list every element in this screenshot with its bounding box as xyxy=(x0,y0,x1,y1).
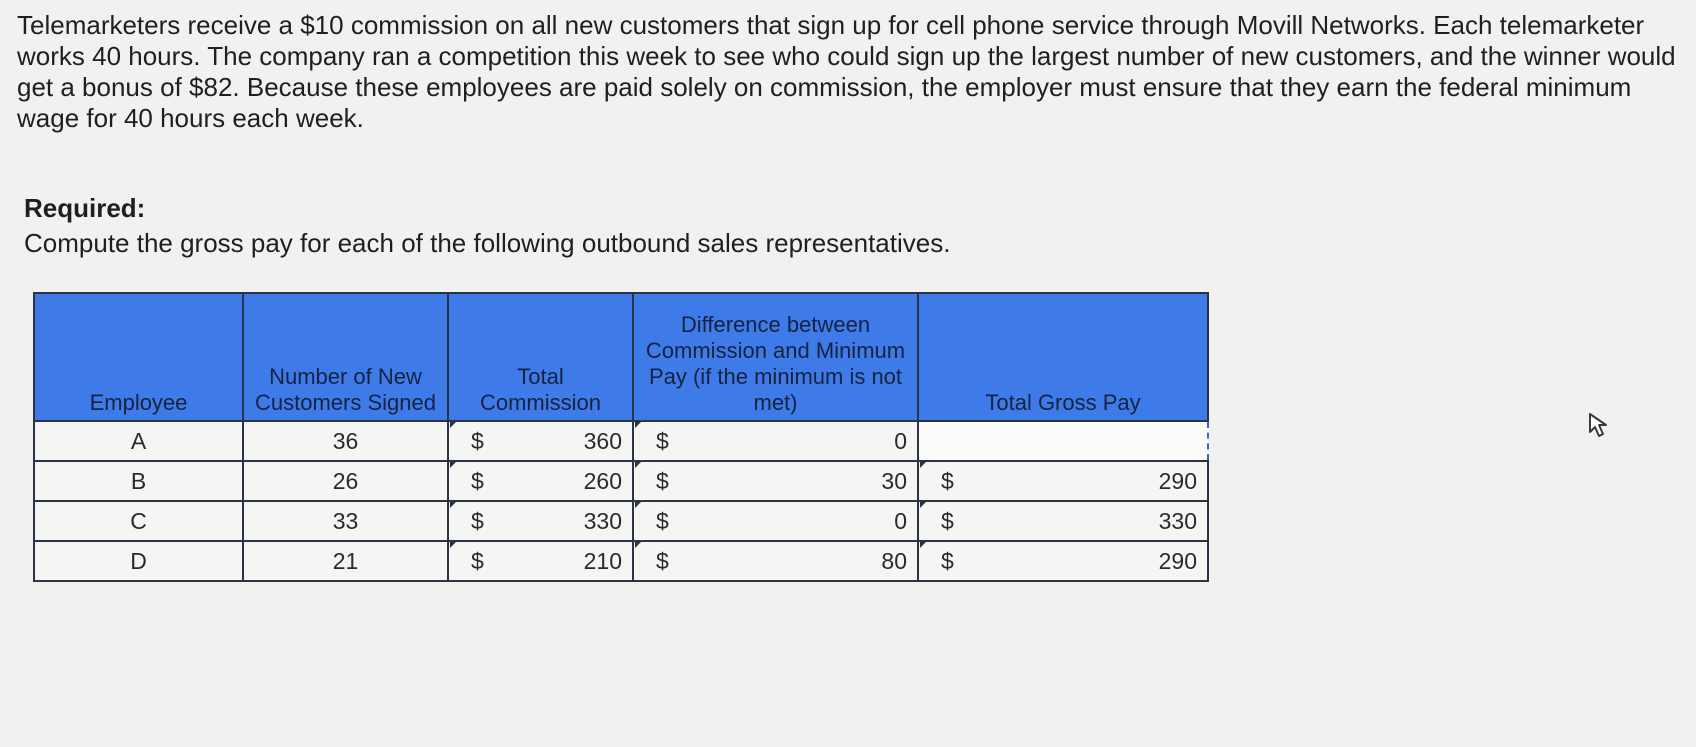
employee-cell: B xyxy=(34,461,243,501)
customers-cell: 33 xyxy=(243,501,448,541)
table-row xyxy=(34,421,1208,461)
gross-pay-table xyxy=(33,292,1209,582)
difference-value: 0 xyxy=(894,427,907,454)
difference-value: 0 xyxy=(894,507,907,534)
header-total-commission: Total Commission xyxy=(448,293,633,421)
table-row xyxy=(34,501,1208,541)
gross-pay-value: 290 xyxy=(1158,547,1197,574)
header-total-gross-pay: Total Gross Pay xyxy=(918,293,1208,421)
table-row xyxy=(34,461,1208,501)
input-corner-marker xyxy=(450,460,458,468)
input-corner-marker xyxy=(450,500,458,508)
input-corner-marker xyxy=(450,540,458,548)
dollar-sign: $ xyxy=(656,427,669,454)
input-corner-marker xyxy=(635,420,643,428)
header-new-customers: Number of New Customers Signed xyxy=(243,293,448,421)
dollar-sign: $ xyxy=(941,507,954,534)
input-corner-marker xyxy=(635,540,643,548)
dollar-sign: $ xyxy=(656,467,669,494)
dollar-sign: $ xyxy=(941,547,954,574)
employee-cell: A xyxy=(34,421,243,461)
table-header-row xyxy=(34,293,1208,421)
gross-pay-cell[interactable] xyxy=(918,461,1208,501)
commission-value: 330 xyxy=(583,507,622,534)
gross-pay-cell[interactable] xyxy=(918,501,1208,541)
difference-value: 30 xyxy=(881,467,907,494)
customers-cell: 36 xyxy=(243,421,448,461)
commission-cell[interactable] xyxy=(448,541,633,581)
dollar-sign: $ xyxy=(941,467,954,494)
dollar-sign: $ xyxy=(656,547,669,574)
commission-cell[interactable] xyxy=(448,501,633,541)
header-difference: Difference between Commission and Minimum Pay (if the minimum is not met) xyxy=(633,293,918,421)
dollar-sign: $ xyxy=(471,507,484,534)
difference-cell[interactable] xyxy=(633,541,918,581)
dollar-sign: $ xyxy=(471,547,484,574)
commission-cell[interactable] xyxy=(448,421,633,461)
dollar-sign: $ xyxy=(656,507,669,534)
input-corner-marker xyxy=(920,500,928,508)
difference-cell[interactable] xyxy=(633,461,918,501)
dollar-sign: $ xyxy=(471,467,484,494)
customers-cell: 21 xyxy=(243,541,448,581)
table-row xyxy=(34,541,1208,581)
commission-value: 260 xyxy=(583,467,622,494)
gross-pay-value: 290 xyxy=(1158,467,1197,494)
employee-cell: D xyxy=(34,541,243,581)
employee-cell: C xyxy=(34,501,243,541)
gross-pay-cell[interactable] xyxy=(918,541,1208,581)
input-corner-marker xyxy=(920,540,928,548)
customers-cell: 26 xyxy=(243,461,448,501)
problem-statement: Telemarketers receive a $10 commission on all new customers that sign up for cell phone service through Movill Networks. Each telemarketer works 40 hours. The company ran a competition this week to see who could sign up the largest number of new customers, and the winner would get a bonus of $82. Because these employees are paid solely on commission, the employer must ensure that they earn the federal minimum wage for 40 hours each week. xyxy=(17,10,1676,133)
instruction-text: Compute the gross pay for each of the following outbound sales representatives. xyxy=(24,228,951,258)
dollar-sign: $ xyxy=(471,427,484,454)
input-corner-marker xyxy=(635,460,643,468)
difference-value: 80 xyxy=(881,547,907,574)
difference-cell[interactable] xyxy=(633,501,918,541)
gross-pay-value: 330 xyxy=(1158,507,1197,534)
mouse-cursor-icon xyxy=(1587,412,1613,440)
commission-value: 210 xyxy=(583,547,622,574)
input-corner-marker xyxy=(635,500,643,508)
header-employee: Employee xyxy=(34,293,243,421)
required-heading: Required: xyxy=(24,193,146,223)
commission-value: 360 xyxy=(583,427,622,454)
commission-cell[interactable] xyxy=(448,461,633,501)
input-corner-marker xyxy=(450,420,458,428)
gross-pay-input[interactable] xyxy=(918,421,1208,461)
difference-cell[interactable] xyxy=(633,421,918,461)
input-corner-marker xyxy=(920,460,928,468)
